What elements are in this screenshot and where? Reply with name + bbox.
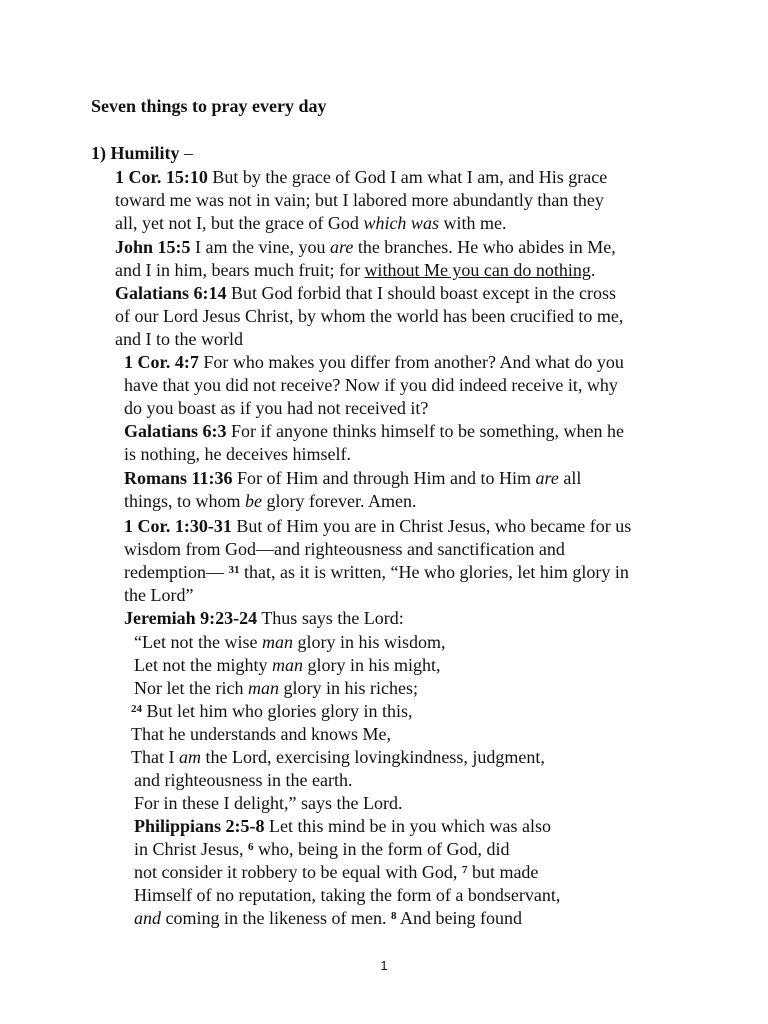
text-line — [124, 420, 624, 443]
text-line — [124, 397, 428, 420]
verse-reference: 1 Cor. 4:7 — [124, 352, 199, 372]
text-line — [115, 189, 604, 212]
verse-number: 31 — [228, 564, 240, 576]
text-line — [124, 584, 193, 607]
italic-text: and — [134, 908, 161, 928]
text-segment: and I in him, bears much fruit; for — [115, 260, 365, 280]
text-line — [134, 907, 522, 930]
text-line — [124, 515, 631, 538]
text-line — [134, 792, 402, 815]
text-segment: that, as it is written, “He who glories, let him glory in — [239, 562, 629, 582]
text-line — [124, 561, 629, 584]
italic-text: am — [178, 747, 201, 767]
text-segment: But by the grace of God I am what I am, and His grace — [207, 167, 608, 187]
text-segment: things, to whom — [124, 491, 246, 511]
text-segment: do you boast as if you had not received it? — [124, 398, 429, 418]
text-segment: all, yet not I, but the grace of God — [115, 213, 364, 233]
text-line — [131, 723, 391, 746]
text-line — [115, 282, 616, 305]
text-segment: glory forever. Amen. — [262, 491, 417, 511]
italic-text: man — [247, 678, 279, 698]
text-line — [124, 467, 581, 490]
text-segment: the branches. He who abides in Me, — [353, 237, 616, 257]
text-line — [124, 490, 416, 513]
text-segment: the Lord, exercising lovingkindness, judgment, — [200, 747, 545, 767]
text-segment: in Christ Jesus, — [134, 839, 249, 859]
text-segment: “Let not the wise — [134, 632, 262, 652]
text-segment: Himself of no reputation, taking the form of a bondservant, — [134, 885, 561, 905]
text-segment: of our Lord Jesus Christ, by whom the world has been crucified to me, — [115, 306, 624, 326]
verse-reference: Jeremiah 9:23-24 — [124, 608, 258, 628]
italic-text: are — [329, 237, 354, 257]
text-segment: redemption— — [124, 562, 229, 582]
text-segment: and righteousness in the earth. — [134, 770, 353, 790]
text-segment: I am the vine, you — [190, 237, 330, 257]
text-line — [134, 884, 560, 907]
text-line — [134, 769, 352, 792]
text-segment: For who makes you differ from another? And what do you — [198, 352, 624, 372]
text-segment: . — [590, 260, 596, 280]
document-title: Seven things to pray every day — [91, 96, 327, 116]
text-segment: glory in his riches; — [278, 678, 418, 698]
text-segment: the Lord” — [124, 585, 194, 605]
text-segment: toward me was not in vain; but I labored more abundantly than they — [115, 190, 604, 210]
verse-reference: John 15:5 — [115, 237, 191, 257]
text-segment: But God forbid that I should boast except in the cross — [226, 283, 616, 303]
text-line — [115, 259, 595, 282]
text-line — [124, 607, 404, 630]
text-line — [134, 677, 418, 700]
text-line — [131, 700, 413, 723]
text-segment: with me. — [438, 213, 507, 233]
text-line — [124, 538, 565, 561]
text-line — [124, 351, 624, 374]
italic-text: be — [245, 491, 263, 511]
verse-reference: Galatians 6:3 — [124, 421, 227, 441]
verse-reference: Philippians 2:5-8 — [134, 816, 265, 836]
text-segment: have that you did not receive? Now if you did indeed receive it, why — [124, 375, 618, 395]
verse-number: 24 — [131, 703, 142, 715]
verse-number: 7 — [461, 864, 468, 876]
italic-text: are — [535, 468, 559, 488]
text-segment: is nothing, he deceives himself. — [124, 444, 351, 464]
section-number: 1) — [91, 143, 106, 163]
verse-reference: 1 Cor. 15:10 — [115, 167, 208, 187]
text-line — [131, 746, 545, 769]
italic-text: man — [271, 655, 303, 675]
text-line — [115, 212, 506, 235]
text-line — [115, 305, 623, 328]
text-segment: but made — [467, 862, 539, 882]
text-line — [134, 654, 441, 677]
page-number: 1 — [380, 958, 388, 973]
text-line — [115, 236, 616, 259]
text-segment: That I — [131, 747, 179, 767]
italic-text: which was — [363, 213, 439, 233]
text-segment: And being found — [396, 908, 522, 928]
text-line — [134, 861, 538, 884]
verse-number: 6 — [248, 841, 254, 853]
text-segment: For if anyone thinks himself to be something, when he — [226, 421, 624, 441]
text-segment: who, being in the form of God, did — [253, 839, 510, 859]
text-segment: glory in his might, — [302, 655, 441, 675]
text-segment: Let not the mighty — [134, 655, 272, 675]
text-segment: Thus says the Lord: — [257, 608, 404, 628]
text-segment: But of Him you are in Christ Jesus, who became for us — [231, 516, 632, 536]
text-segment: and I to the world — [115, 329, 243, 349]
text-segment: That he understands and knows Me, — [131, 724, 391, 744]
text-segment: coming in the likeness of men. — [161, 908, 391, 928]
text-segment: not consider it robbery to be equal with God, — [134, 862, 462, 882]
text-line — [115, 328, 243, 351]
text-segment: But let him who glories glory in this, — [142, 701, 413, 721]
italic-text: man — [261, 632, 293, 652]
verse-number: 8 — [390, 910, 397, 922]
section-name: Humility — [110, 143, 180, 163]
text-segment: Let this mind be in you which was also — [264, 816, 552, 836]
text-segment: For in these I delight,” says the Lord. — [134, 793, 403, 813]
verse-reference: Galatians 6:14 — [115, 283, 227, 303]
text-line — [124, 443, 351, 466]
text-line — [115, 166, 607, 189]
text-segment: glory in his wisdom, — [292, 632, 446, 652]
text-line — [134, 631, 445, 654]
text-line — [124, 374, 618, 397]
text-line — [134, 815, 551, 838]
section-heading — [91, 143, 193, 164]
underlined-text: without Me you can do nothing — [364, 260, 591, 280]
text-segment: For of Him and through Him and to Him — [232, 468, 536, 488]
text-line — [134, 838, 509, 861]
verse-reference: 1 Cor. 1:30-31 — [124, 516, 232, 536]
text-segment: all — [558, 468, 582, 488]
section-dash: – — [184, 143, 194, 163]
verse-reference: Romans 11:36 — [124, 468, 233, 488]
text-segment: Nor let the rich — [134, 678, 248, 698]
text-segment: wisdom from God—and righteousness and sanctification and — [124, 539, 565, 559]
